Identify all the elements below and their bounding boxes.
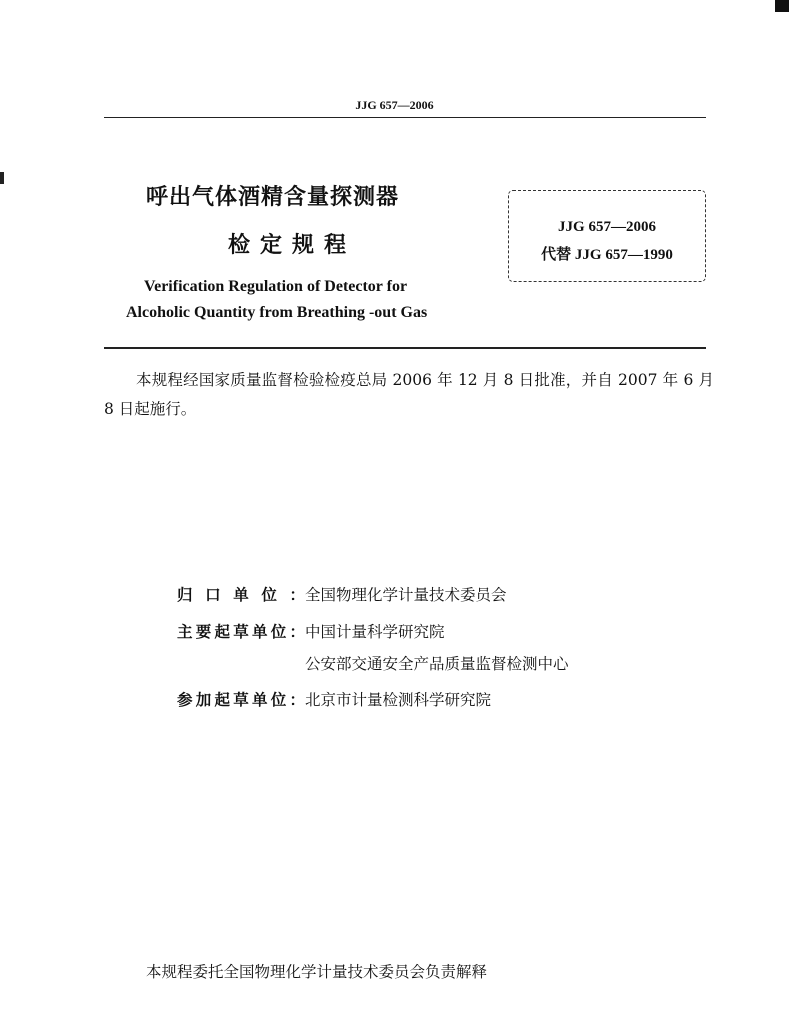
title-chinese-line2: 检定规程 [228, 233, 357, 258]
running-header: JJG 657—2006 [355, 98, 434, 112]
main-drafting-unit-label: 主要起草单位： [177, 623, 305, 641]
title-english-line1: Verification Regulation of Detector for [144, 278, 408, 295]
main-drafting-unit-value-2: 公安部交通安全产品质量监督检测中心 [305, 655, 569, 673]
replaces-code: 代替 JJG 657—1990 [541, 247, 673, 263]
standard-code-box [508, 190, 706, 282]
interpretation-note: 本规程委托全国物理化学计量技术委员会负责解释 [146, 963, 488, 981]
participating-unit-value: 北京市计量检测科学研究院 [305, 691, 492, 709]
header-rule [104, 117, 706, 118]
main-drafting-unit-value-1: 中国计量科学研究院 [305, 623, 445, 641]
participating-unit-row [177, 688, 491, 712]
approval-statement: 本规程经国家质量监督检验检疫总局 2006 年 12 月 8 日批准，并自 2007 年 6 月 8 日起施行。 [104, 371, 714, 418]
title-english-line2: Alcoholic Quantity from Breathing -out Gas [126, 304, 428, 321]
participating-unit-label: 参加起草单位： [177, 691, 305, 709]
main-drafting-unit-row [177, 620, 445, 644]
main-drafting-unit-row-2 [305, 652, 569, 676]
title-chinese-line1: 呼出气体酒精含量探测器 [146, 185, 400, 210]
responsible-unit-value: 全国物理化学计量技术委员会 [305, 586, 507, 604]
standard-code: JJG 657—2006 [558, 219, 656, 235]
scan-edge-mark [0, 172, 4, 184]
title-divider [104, 347, 706, 349]
responsible-unit-label: 归口单位： [177, 586, 305, 604]
scan-corner-mark [775, 0, 789, 12]
responsible-unit-row [177, 583, 507, 607]
